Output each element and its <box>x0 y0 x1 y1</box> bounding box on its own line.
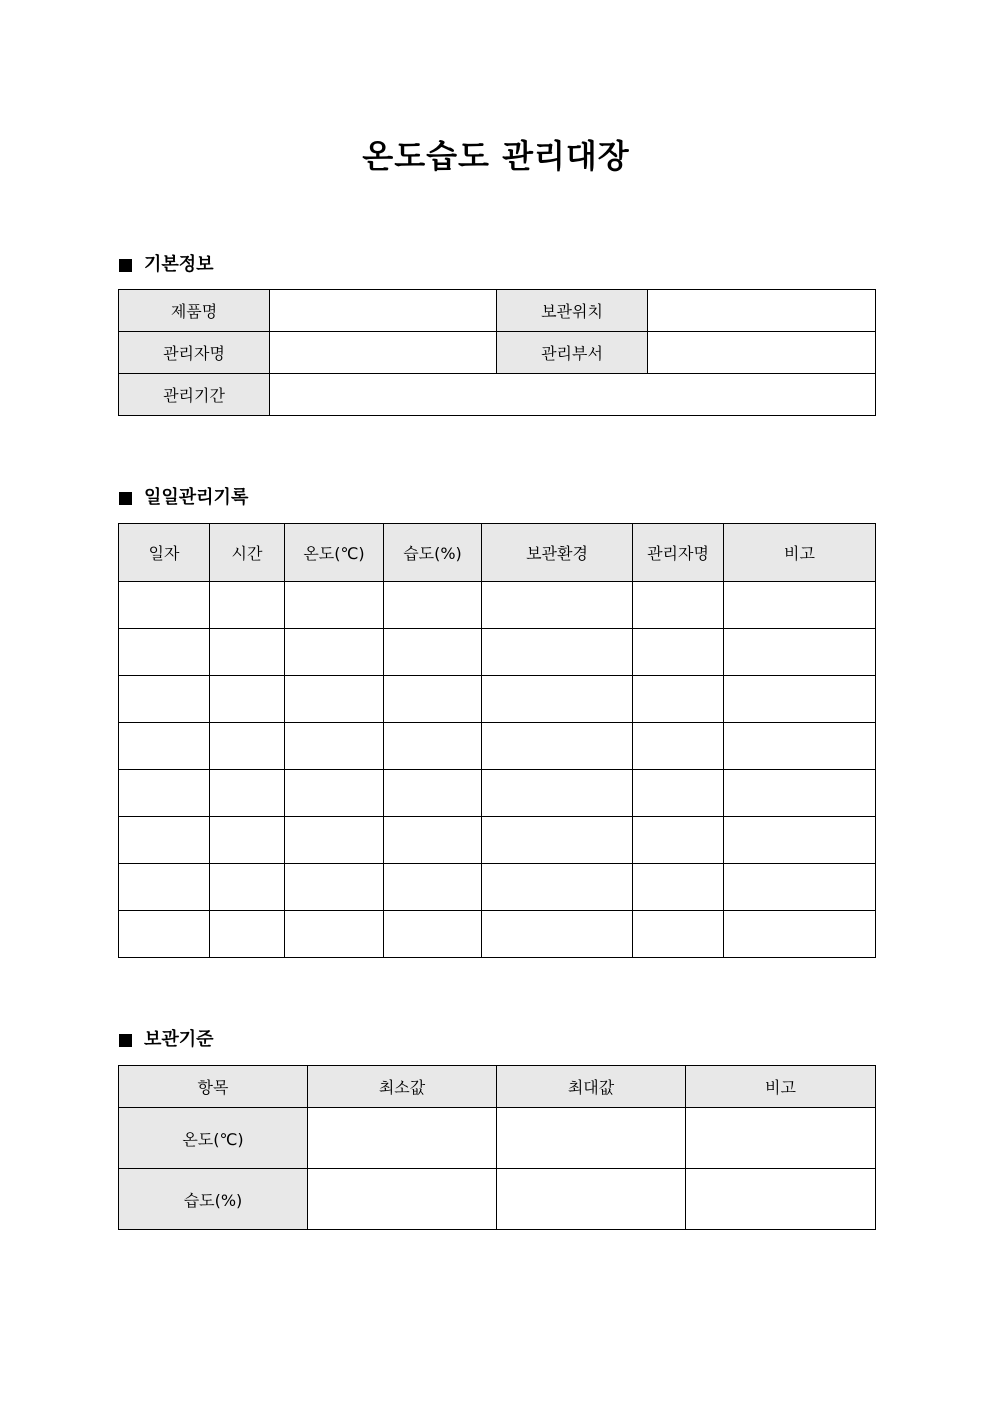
table-cell[interactable] <box>119 864 210 911</box>
field-humidity-remarks[interactable] <box>686 1169 876 1230</box>
table-cell[interactable] <box>724 911 876 958</box>
table-row <box>119 582 876 629</box>
table-cell[interactable] <box>119 582 210 629</box>
row-label-temperature: 온도(℃) <box>119 1108 308 1169</box>
column-header-temperature: 온도(℃) <box>285 524 384 582</box>
table-cell[interactable] <box>633 817 724 864</box>
field-product-name[interactable] <box>270 290 497 332</box>
table-cell[interactable] <box>633 629 724 676</box>
table-cell[interactable] <box>384 817 482 864</box>
section-heading-daily-record <box>119 486 248 510</box>
field-temperature-remarks[interactable] <box>686 1108 876 1169</box>
daily-record-table <box>118 523 876 958</box>
table-cell[interactable] <box>724 629 876 676</box>
table-cell[interactable] <box>633 770 724 817</box>
table-cell[interactable] <box>384 629 482 676</box>
table-cell[interactable] <box>482 770 633 817</box>
table-row <box>119 629 876 676</box>
table-cell[interactable] <box>119 770 210 817</box>
table-cell[interactable] <box>285 676 384 723</box>
table-cell[interactable] <box>119 629 210 676</box>
label-product-name: 제품명 <box>119 290 270 332</box>
label-period: 관리기간 <box>119 374 270 416</box>
table-cell[interactable] <box>724 582 876 629</box>
table-row <box>119 676 876 723</box>
section-heading-label: 일일관리기록 <box>144 487 249 508</box>
field-temperature-max[interactable] <box>497 1108 686 1169</box>
column-header-humidity: 습도(%) <box>384 524 482 582</box>
table-cell[interactable] <box>633 864 724 911</box>
field-temperature-min[interactable] <box>308 1108 497 1169</box>
table-cell[interactable] <box>384 911 482 958</box>
square-bullet-icon <box>119 259 132 272</box>
table-cell[interactable] <box>210 582 285 629</box>
table-cell[interactable] <box>384 864 482 911</box>
table-cell[interactable] <box>119 676 210 723</box>
table-cell[interactable] <box>724 676 876 723</box>
table-cell[interactable] <box>633 723 724 770</box>
table-cell[interactable] <box>482 629 633 676</box>
basic-info-table <box>118 289 876 416</box>
table-cell[interactable] <box>285 629 384 676</box>
section-heading-label: 기본정보 <box>144 254 214 275</box>
field-humidity-max[interactable] <box>497 1169 686 1230</box>
column-header-remarks: 비고 <box>686 1066 876 1108</box>
table-cell[interactable] <box>724 817 876 864</box>
field-department[interactable] <box>648 332 876 374</box>
table-cell[interactable] <box>724 864 876 911</box>
table-cell[interactable] <box>724 723 876 770</box>
column-header-max-value: 최대값 <box>497 1066 686 1108</box>
square-bullet-icon <box>119 1034 132 1047</box>
table-row <box>119 723 876 770</box>
field-manager-name[interactable] <box>270 332 497 374</box>
column-header-item: 항목 <box>119 1066 308 1108</box>
table-cell[interactable] <box>633 582 724 629</box>
column-header-storage-environment: 보관환경 <box>482 524 633 582</box>
table-cell[interactable] <box>482 817 633 864</box>
table-cell[interactable] <box>210 911 285 958</box>
table-row <box>119 864 876 911</box>
field-humidity-min[interactable] <box>308 1169 497 1230</box>
table-row <box>119 817 876 864</box>
table-cell[interactable] <box>210 676 285 723</box>
table-cell[interactable] <box>482 864 633 911</box>
table-cell[interactable] <box>285 817 384 864</box>
table-cell[interactable] <box>119 911 210 958</box>
table-cell[interactable] <box>210 817 285 864</box>
section-heading-basic-info <box>119 253 214 277</box>
table-cell[interactable] <box>384 582 482 629</box>
table-cell[interactable] <box>482 723 633 770</box>
section-heading-storage-standard <box>119 1028 214 1052</box>
column-header-date: 일자 <box>119 524 210 582</box>
table-cell[interactable] <box>384 676 482 723</box>
section-heading-label: 보관기준 <box>144 1029 214 1050</box>
field-period[interactable] <box>270 374 876 416</box>
label-storage-location: 보관위치 <box>497 290 648 332</box>
table-row <box>119 911 876 958</box>
table-cell[interactable] <box>384 723 482 770</box>
table-cell[interactable] <box>482 676 633 723</box>
column-header-min-value: 최소값 <box>308 1066 497 1108</box>
table-cell[interactable] <box>119 723 210 770</box>
label-department: 관리부서 <box>497 332 648 374</box>
table-cell[interactable] <box>285 911 384 958</box>
column-header-time: 시간 <box>210 524 285 582</box>
column-header-remarks: 비고 <box>724 524 876 582</box>
table-cell[interactable] <box>285 582 384 629</box>
table-cell[interactable] <box>285 770 384 817</box>
table-cell[interactable] <box>633 911 724 958</box>
table-cell[interactable] <box>384 770 482 817</box>
table-cell[interactable] <box>482 582 633 629</box>
label-manager-name: 관리자명 <box>119 332 270 374</box>
table-cell[interactable] <box>285 723 384 770</box>
table-row <box>119 770 876 817</box>
table-cell[interactable] <box>482 911 633 958</box>
column-header-manager: 관리자명 <box>633 524 724 582</box>
page-title: 온도습도 관리대장 <box>362 137 630 175</box>
storage-standard-table <box>118 1065 876 1230</box>
table-cell[interactable] <box>633 676 724 723</box>
field-storage-location[interactable] <box>648 290 876 332</box>
table-cell[interactable] <box>210 864 285 911</box>
table-cell[interactable] <box>210 629 285 676</box>
table-cell[interactable] <box>724 770 876 817</box>
row-label-humidity: 습도(%) <box>119 1169 308 1230</box>
table-cell[interactable] <box>119 817 210 864</box>
table-cell[interactable] <box>210 770 285 817</box>
table-cell[interactable] <box>210 723 285 770</box>
table-cell[interactable] <box>285 864 384 911</box>
square-bullet-icon <box>119 492 132 505</box>
